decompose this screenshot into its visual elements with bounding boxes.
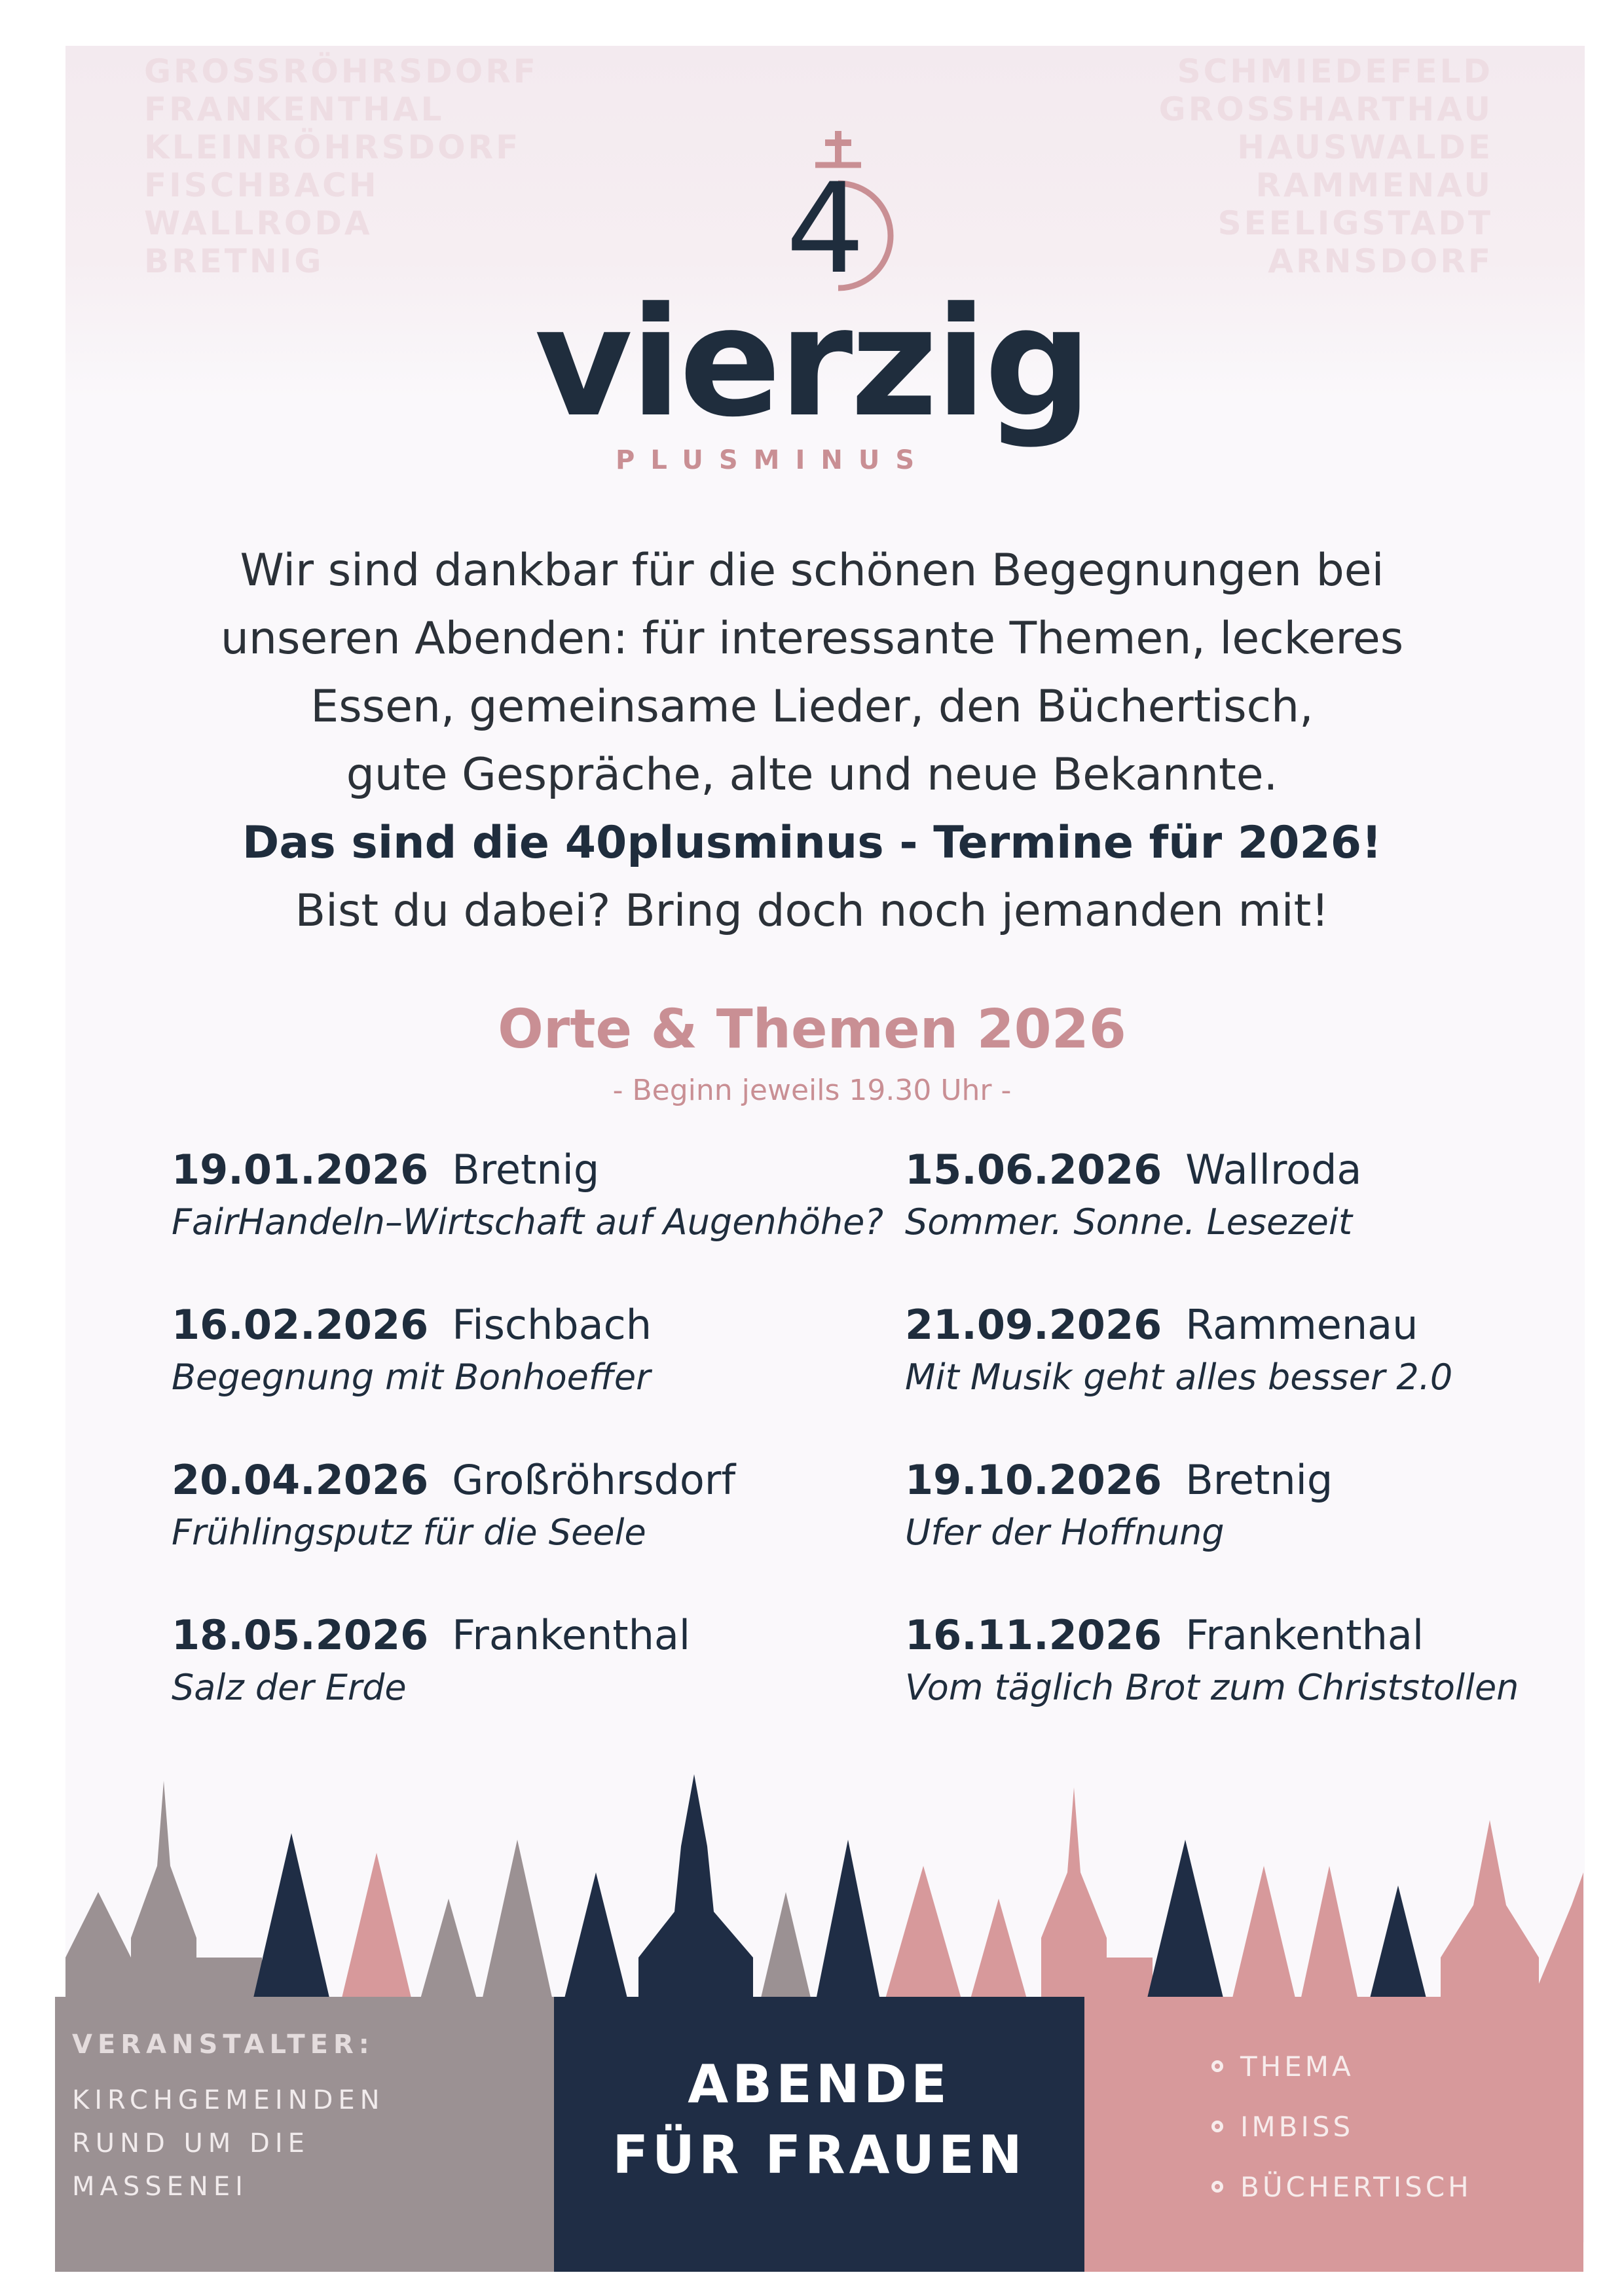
logo-number: 4 [786,156,865,301]
event-topic: Vom täglich Brot zum Christstollen [905,1667,1519,1708]
section-title: Orte & Themen 2026 [498,998,1126,1061]
intro-line: unseren Abenden: für interessante Themen, leckeres [220,613,1404,665]
town-name: GROSSHARTHAU [1158,90,1493,128]
event-item [905,1298,1612,1402]
feature-list [1211,2036,1472,2217]
town-name: RAMMENAU [1255,166,1493,204]
circle-bullet-icon [1211,2181,1223,2193]
event-topic: FairHandeln–Wirtschaft auf Augenhöhe? [172,1201,884,1243]
event-item [905,1608,1612,1713]
intro-line: Essen, gemeinsame Lieder, den Büchertisch, [310,681,1314,733]
brand-name: vierzig [534,276,1090,450]
tagline-line: FÜR FRAUEN [612,2124,1026,2185]
organizer-line: RUND UM DIE [72,2128,310,2159]
event-item [172,1453,879,1558]
event-date: 15.06.2026 [905,1146,1162,1194]
event-place: Frankenthal [452,1611,691,1659]
organizer-line: MASSENEI [72,2172,248,2202]
event-date: 16.11.2026 [905,1611,1162,1659]
feature-label: IMBISS [1240,2110,1354,2143]
feature-label: BÜCHERTISCH [1240,2170,1472,2203]
feature-item [1211,2036,1472,2096]
skyline-trees-churches-icon [0,1741,1624,2036]
organizer-label: VERANSTALTER: [72,2030,375,2060]
towns-right [1159,52,1493,280]
event-date: 21.09.2026 [905,1301,1162,1349]
town-name: ARNSDORF [1268,242,1493,280]
town-name: HAUSWALDE [1237,128,1493,166]
event-place: Wallroda [1185,1146,1362,1194]
circle-bullet-icon [1211,2121,1223,2132]
feature-label: THEMA [1240,2050,1354,2083]
towns-left [144,52,538,280]
event-item [172,1608,879,1713]
tagline [554,2049,1084,2191]
brand-subtitle: PLUSMINUS [616,445,931,475]
event-date: 19.01.2026 [172,1146,429,1194]
event-date: 18.05.2026 [172,1611,429,1659]
circle-bullet-icon [1211,2060,1223,2072]
section-subtitle: - Beginn jeweils 19.30 Uhr - [612,1074,1012,1107]
event-topic: Begegnung mit Bonhoeffer [172,1357,651,1398]
event-topic: Salz der Erde [172,1667,407,1708]
intro-closing: Bist du dabei? Bring doch noch jemanden mit! [295,885,1329,937]
event-topic: Sommer. Sonne. Lesezeit [905,1201,1353,1243]
event-place: Bretnig [1185,1456,1333,1504]
event-item [905,1142,1612,1247]
event-topic: Frühlingsputz für die Seele [172,1512,646,1553]
event-item [905,1453,1612,1558]
intro-line: Wir sind dankbar für die schönen Begegnungen bei [240,545,1384,596]
event-place: Großröhrsdorf [452,1456,736,1504]
intro-line: gute Gespräche, alte und neue Bekannte. [346,749,1278,801]
town-name: BRETNIG [144,242,324,280]
cross-circle-logo-icon [747,124,917,301]
event-topic: Mit Musik geht alles besser 2.0 [905,1357,1453,1398]
town-name: FRANKENTHAL [144,90,445,128]
intro-text [0,537,1624,945]
event-place: Frankenthal [1185,1611,1424,1659]
event-place: Fischbach [452,1301,652,1349]
event-place: Bretnig [452,1146,600,1194]
event-topic: Ufer der Hoffnung [905,1512,1225,1553]
event-place: Rammenau [1185,1301,1418,1349]
town-name: SCHMIEDEFELD [1177,52,1493,90]
organizer-name [72,2079,385,2208]
event-item [172,1298,879,1402]
feature-item [1211,2157,1472,2217]
town-name: KLEINRÖHRSDORF [144,128,521,166]
event-item [172,1142,884,1247]
town-name: FISCHBACH [144,166,379,204]
town-name: WALLRODA [144,204,373,242]
tagline-line: ABENDE [688,2054,951,2115]
intro-highlight: Das sind die 40plusminus - Termine für 2026! [242,817,1382,869]
town-name: GROSSRÖHRSDORF [144,52,538,90]
organizer-line: KIRCHGEMEINDEN [72,2085,385,2115]
event-date: 16.02.2026 [172,1301,429,1349]
feature-item [1211,2096,1472,2157]
event-date: 19.10.2026 [905,1456,1162,1504]
town-name: SEELIGSTADT [1217,204,1493,242]
event-date: 20.04.2026 [172,1456,429,1504]
